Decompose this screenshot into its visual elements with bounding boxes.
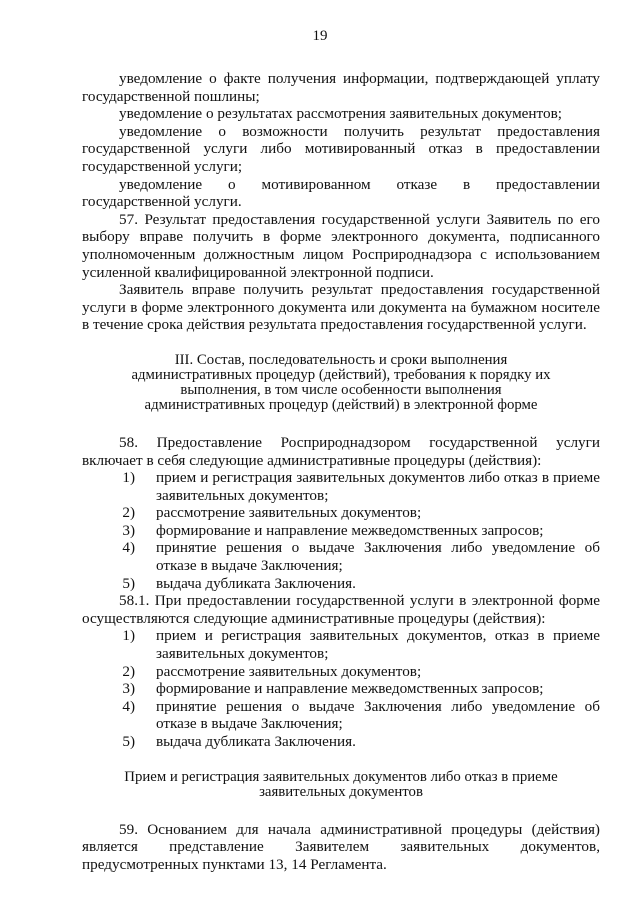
list-item-number: 3) xyxy=(122,521,135,539)
list-item xyxy=(82,504,600,522)
list-item-text: формирование и направление межведомственных запросов; xyxy=(156,521,544,539)
list-item xyxy=(82,663,600,681)
list-58 xyxy=(82,469,600,592)
list-item-number: 5) xyxy=(122,574,135,592)
paragraph-59: 59. Основанием для начала административной процедуры (действия) является представление Заявителем заявительных документов, предусмотренных пунктами 13, 14 Регламента. xyxy=(82,820,600,873)
list-item-text: выдача дубликата Заключения. xyxy=(156,574,356,592)
paragraph-notice-results: уведомление о результатах рассмотрения заявительных документов; xyxy=(119,105,562,123)
list-item-text: прием и регистрация заявительных документов, отказ в приеме заявительных документов; xyxy=(156,627,600,663)
document-body xyxy=(82,70,600,873)
section-heading: III. Состав, последовательность и сроки выполнения административных процедур (действий), требования к порядку их выполнения, в том числе особенности выполнения административных процедур (действий) в электронной форме xyxy=(131,351,551,413)
paragraph-right-to-result: Заявитель вправе получить результат предоставления государственной услуги в форме электронного документа или документа на бумажном носителе в течение срока действия результата предоставления государственной услуги. xyxy=(82,281,600,334)
paragraph-notice-possibility: уведомление о возможности получить результат предоставления государственной услуги либо мотивированный отказ в предоставлении государственной услуги; xyxy=(82,122,600,175)
paragraph-notice-fee: уведомление о факте получения информации, подтверждающей уплату государственной пошлины; xyxy=(82,70,600,105)
list-item-text: рассмотрение заявительных документов; xyxy=(156,662,422,680)
list-item xyxy=(82,733,600,751)
list-item-text: прием и регистрация заявительных документов либо отказ в приеме заявительных документов; xyxy=(156,469,600,504)
paragraph-58-1: 58.1. При предоставлении государственной услуги в электронной форме осуществляются следующие административные процедуры (действия): xyxy=(82,592,600,627)
list-item-number: 4) xyxy=(122,697,135,715)
subsection-heading: Прием и регистрация заявительных документов либо отказ в приеме заявительных документов xyxy=(124,768,558,800)
list-item-number: 1) xyxy=(122,469,135,487)
list-item-number: 1) xyxy=(122,627,135,645)
list-item xyxy=(82,575,600,593)
list-item-number: 2) xyxy=(122,662,135,680)
list-item xyxy=(82,469,600,504)
list-item xyxy=(82,680,600,698)
list-item xyxy=(82,627,600,662)
list-item-text: формирование и направление межведомственных запросов; xyxy=(156,680,544,698)
list-item-number: 5) xyxy=(122,733,135,750)
list-item-text: принятие решения о выдаче Заключения либо уведомление об отказе в выдаче Заключения; xyxy=(156,539,600,575)
paragraph-notice-refusal: уведомление о мотивированном отказе в предоставлении государственной услуги. xyxy=(82,175,600,211)
list-item-number: 2) xyxy=(122,504,135,522)
list-item-number: 4) xyxy=(122,539,135,557)
list-item-text: рассмотрение заявительных документов; xyxy=(156,504,422,522)
list-item-number: 3) xyxy=(122,680,135,698)
list-item xyxy=(82,539,600,574)
list-item xyxy=(82,698,600,733)
list-item-text: выдача дубликата Заключения. xyxy=(156,733,356,750)
paragraph-57: 57. Результат предоставления государственной услуги Заявитель по его выбору вправе получить в форме электронного документа, подписанного уполномоченным должностным лицом Росприроднадзора с использованием усиленной квалифицированной электронной подписи. xyxy=(82,210,600,281)
page-number: 19 xyxy=(312,28,328,44)
list-item-text: принятие решения о выдаче Заключения либо уведомление об отказе в выдаче Заключения; xyxy=(156,697,600,733)
list-58-1 xyxy=(82,627,600,750)
paragraph-58: 58. Предоставление Росприроднадзором государственной услуги включает в себя следующие административные процедуры (действия): xyxy=(82,433,600,469)
list-item xyxy=(82,522,600,540)
